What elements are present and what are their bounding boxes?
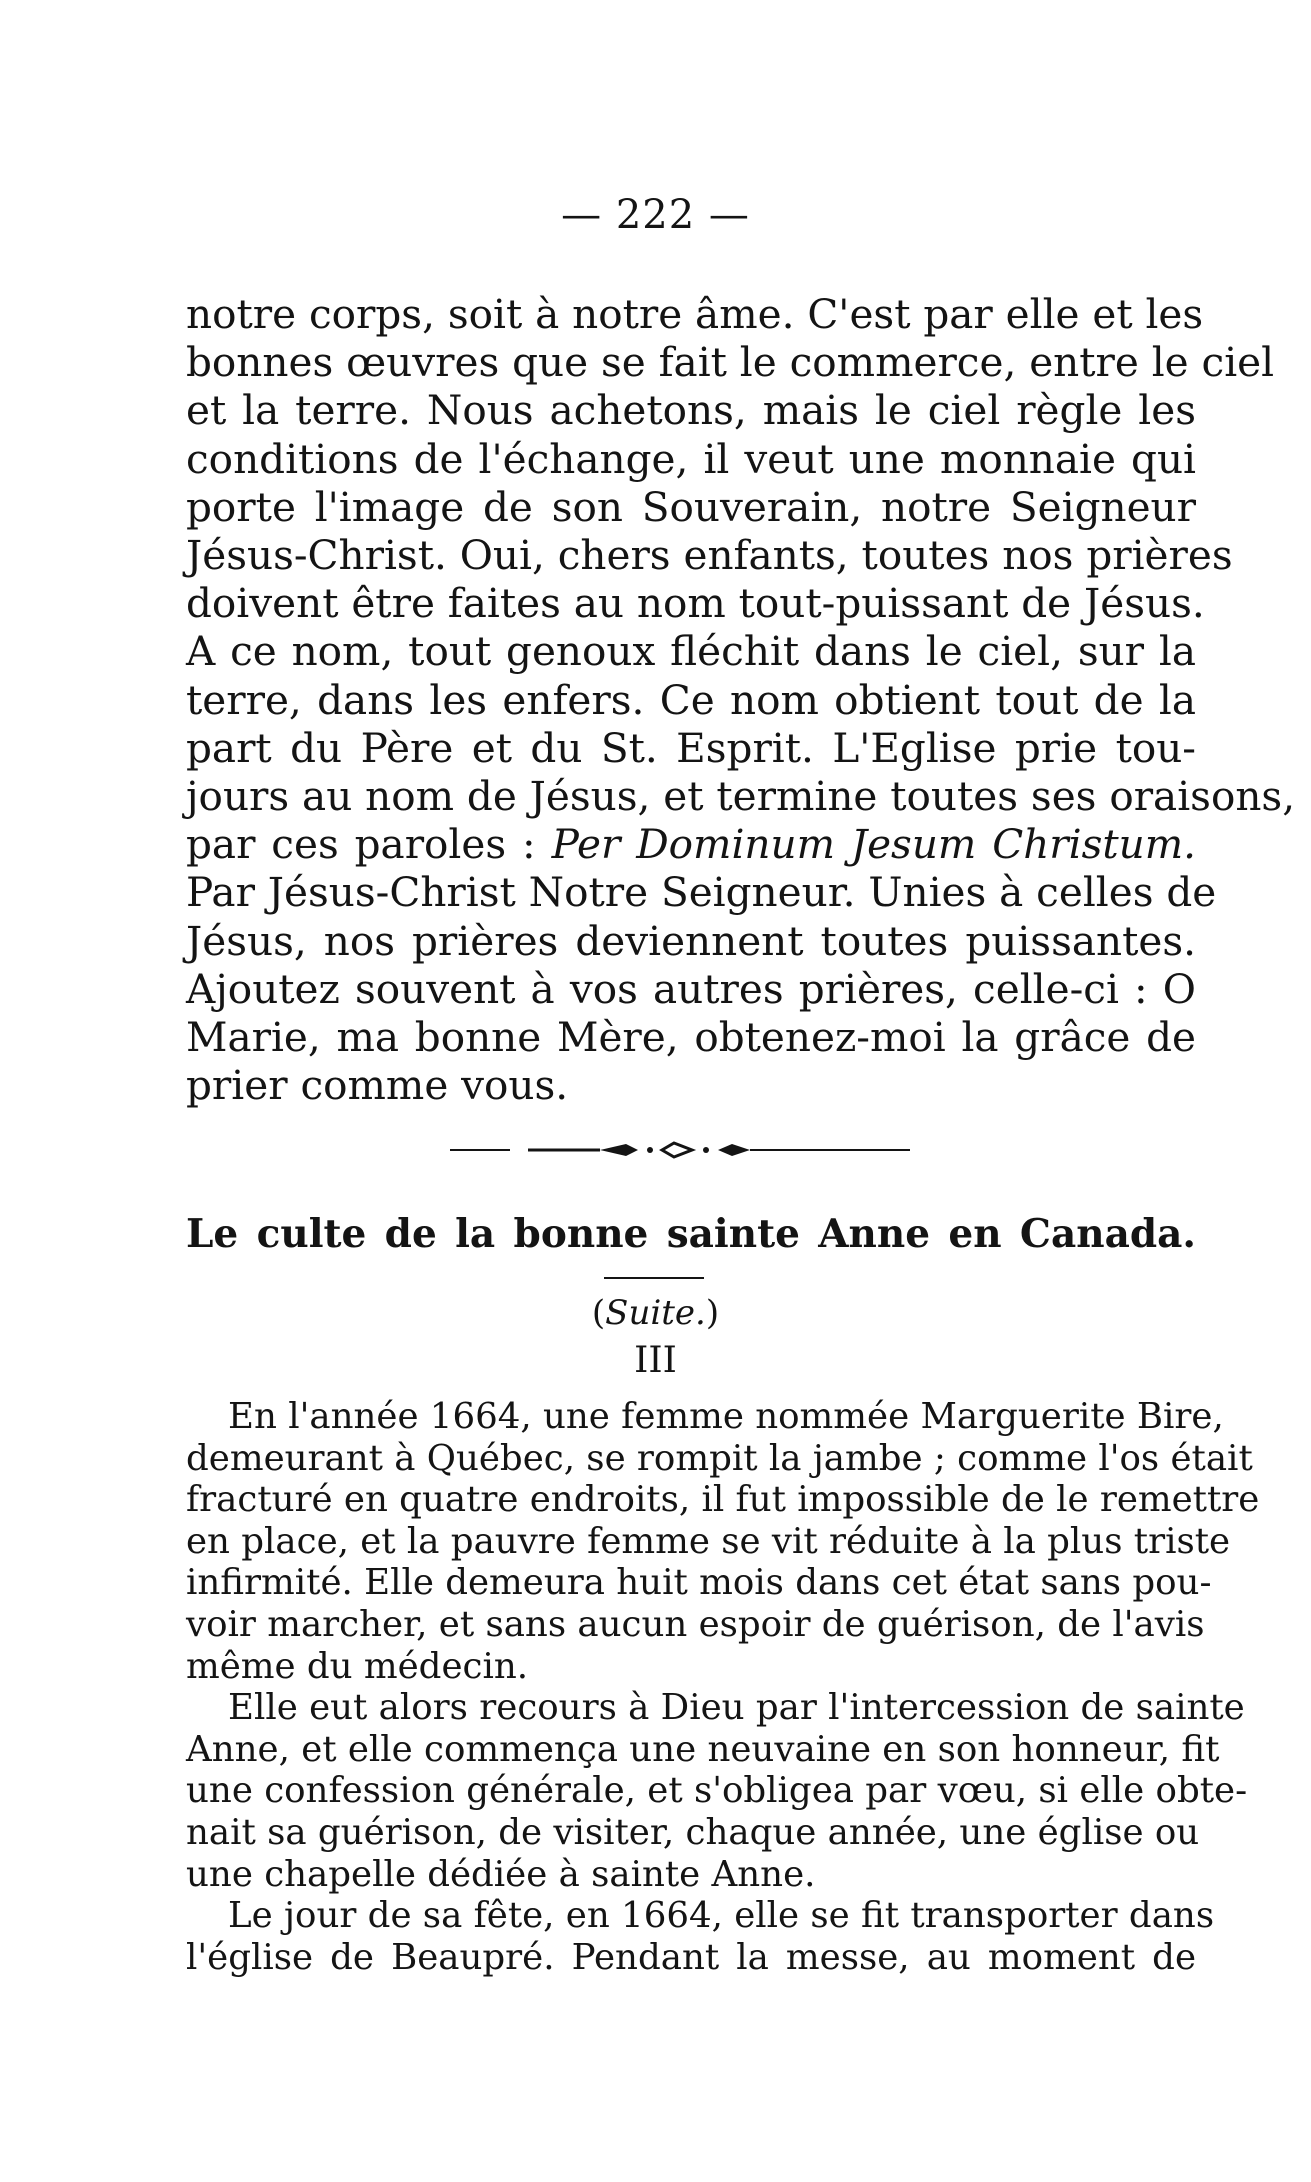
text-line: Par Jésus-Christ Notre Seigneur. Unies à celles de — [186, 868, 1217, 917]
text-line: porte l'image de son Souverain, notre Seigneur — [186, 482, 1196, 531]
text-line: part du Père et du St. Esprit. L'Eglise prie tou- — [186, 723, 1196, 772]
text-line: doivent être faites au nom tout-puissant de Jésus. — [186, 579, 1205, 628]
text-line: conditions de l'échange, il veut une monnaie qui — [186, 434, 1196, 483]
subtitle-text: Suite. — [605, 1293, 706, 1333]
subtitle-close-paren: ) — [705, 1293, 720, 1333]
text-line: une confession générale, et s'obligea par vœu, si elle obte- — [186, 1770, 1248, 1812]
chapter-number: III — [634, 1340, 677, 1381]
text-line-prefix: par ces paroles : — [186, 820, 536, 869]
text-line: terre, dans les enfers. Ce nom obtient tout de la — [186, 675, 1196, 724]
paragraph-prayer — [186, 290, 1296, 1110]
text-line: Jésus, nos prières deviennent toutes puissantes. — [186, 916, 1196, 965]
text-line: l'église de Beaupré. Pendant la messe, au moment de — [186, 1936, 1196, 1978]
text-line: demeurant à Québec, se rompit la jambe ; comme l'os était — [186, 1437, 1253, 1479]
text-line: fracturé en quatre endroits, il fut impossible de le remettre — [186, 1479, 1260, 1521]
text-line: prier comme vous. — [186, 1061, 569, 1110]
text-line: et la terre. Nous achetons, mais le ciel règle les — [186, 386, 1196, 435]
ornament-divider — [450, 1138, 910, 1162]
text-line: En l'année 1664, une femme nommée Marguerite Bire, — [228, 1396, 1224, 1437]
text-line: même du médecin. — [186, 1645, 529, 1687]
text-line: Elle eut alors recours à Dieu par l'intercession de sainte — [228, 1687, 1245, 1729]
text-line: notre corps, soit à notre âme. C'est par elle et les — [186, 290, 1204, 338]
text-line: en place, et la pauvre femme se vit réduite à la plus triste — [186, 1520, 1231, 1562]
latin-phrase: Per Dominum Jesum Christum. — [551, 820, 1197, 869]
text-line: Anne, et elle commença une neuvaine en son honneur, fit — [186, 1728, 1220, 1770]
narrative-text — [186, 1396, 1260, 1978]
subtitle-open-paren: ( — [591, 1293, 606, 1333]
text-line: nait sa guérison, de visiter, chaque année, une église ou — [186, 1811, 1200, 1853]
text-line: Le jour de sa fête, en 1664, elle se fit transporter dans — [228, 1895, 1215, 1937]
text-line: A ce nom, tout genoux fléchit dans le ciel, sur la — [186, 627, 1196, 676]
text-line: bonnes œuvres que se fait le commerce, entre le ciel — [186, 338, 1275, 387]
text-line: une chapelle dédiée à sainte Anne. — [186, 1853, 816, 1895]
section-subtitle — [0, 1291, 1311, 1335]
title-rule — [604, 1277, 704, 1279]
text-line: jours au nom de Jésus, et termine toutes ses oraisons, — [186, 772, 1296, 821]
section-title: Le culte de la bonne sainte Anne en Canada. — [186, 1211, 1196, 1257]
text-line-latin — [186, 820, 1196, 868]
text-line: voir marcher, et sans aucun espoir de guérison, de l'avis — [186, 1603, 1205, 1645]
text-line: Ajoutez souvent à vos autres prières, celle-ci : O — [186, 964, 1196, 1013]
text-line: Jésus-Christ. Oui, chers enfants, toutes nos prières — [186, 531, 1233, 580]
text-line: infirmité. Elle demeura huit mois dans cet état sans pou- — [186, 1562, 1212, 1604]
text-line: Marie, ma bonne Mère, obtenez-moi la grâce de — [186, 1013, 1196, 1062]
page-number: — 222 — — [561, 192, 750, 238]
